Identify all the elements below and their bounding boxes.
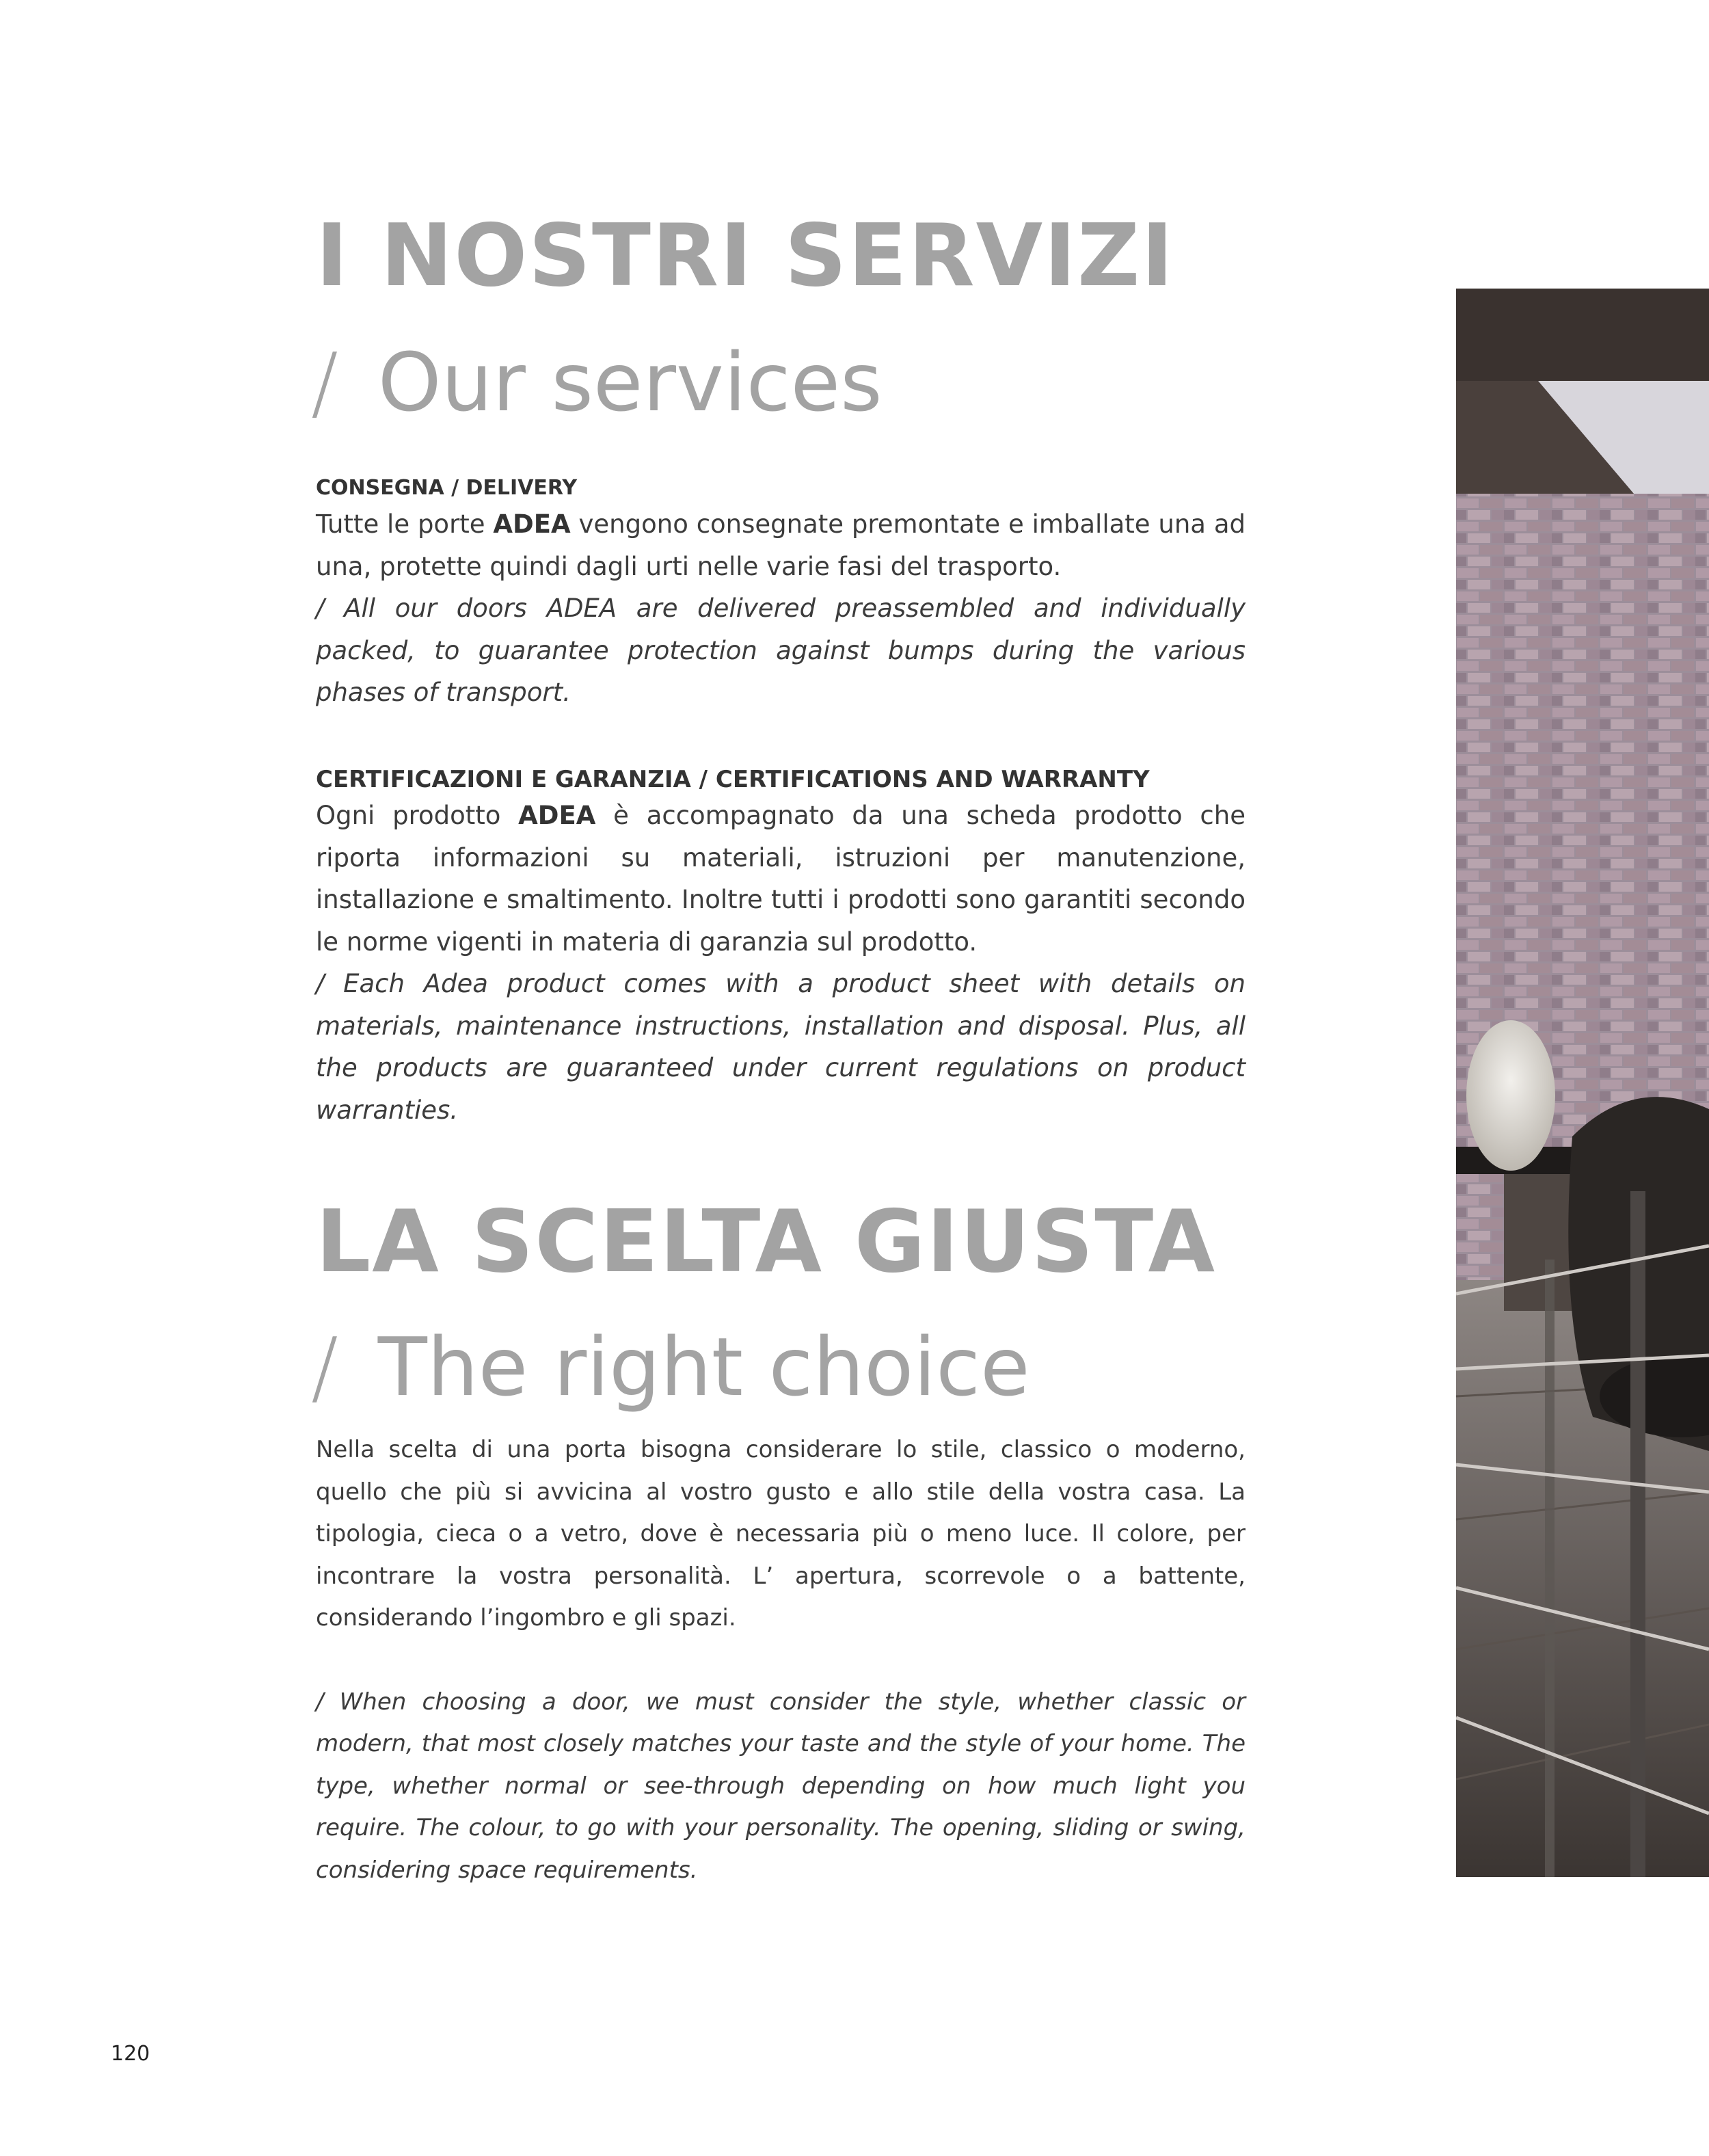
- subtitle-slash: /: [311, 335, 338, 429]
- section-title-right-choice: LA SCELTA GIUSTA: [316, 1191, 1216, 1292]
- delivery-text-en: / All our doors ADEA are delivered preassembled and individually packed, to guarantee protection against bumps during the various phases of transport.: [316, 594, 1246, 707]
- subtitle-text: Our services: [377, 335, 883, 429]
- brand-name: ADEA: [518, 801, 596, 830]
- delivery-text-it: Tutte le porte ADEA vengono consegnate premontate e imballate una ad una, protette quindi dagli urti nelle varie fasi del trasporto.: [316, 509, 1246, 581]
- delivery-block: [316, 475, 1246, 714]
- certifications-block: [316, 764, 1246, 1131]
- right-choice-text-en: / When choosing a door, we must consider the style, whether classic or modern, that most closely matches your taste and the style of your home. The type, whether normal or see-through depending on how much light you require. The colour, to go with your personality. The opening, sliding or swing, considering space requirements.: [316, 1688, 1246, 1884]
- subtitle-slash: /: [311, 1320, 338, 1414]
- section-subtitle-right-choice: [311, 1320, 1030, 1414]
- certifications-label: CERTIFICAZIONI E GARANZIA / CERTIFICATIONS AND WARRANTY: [316, 766, 1150, 793]
- subtitle-text: The right choice: [377, 1320, 1030, 1414]
- section-title-services: I NOSTRI SERVIZI: [316, 205, 1175, 306]
- section-subtitle-services: [311, 335, 883, 429]
- right-choice-text-it: Nella scelta di una porta bisogna considerare lo stile, classico o moderno, quello che più si avvicina al vostro gusto e allo stile della vostra casa. La tipologia, cieca o a vetro, dove è necessaria più o meno luce. Il colore, per incontrare la vostra personalità. L’ apertura, scorrevole o a battente, considerando l’ingombro e gli spazi.: [316, 1436, 1246, 1632]
- brand-name: ADEA: [493, 509, 571, 539]
- right-choice-block: [316, 1429, 1246, 1891]
- certifications-text-en: / Each Adea product comes with a product sheet with details on materials, maintenance instructions, installation and disposal. Plus, all the products are guaranteed under current regulations on product warranties.: [316, 969, 1246, 1125]
- certifications-text-it: Ogni prodotto ADEA è accompagnato da una scheda prodotto che riporta informazioni su materiali, istruzioni per manutenzione, installazione e smaltimento. Inoltre tutti i prodotti sono garantiti secondo le norme vigenti in materia di garanzia sul prodotto.: [316, 801, 1246, 957]
- page-number: 120: [111, 2042, 150, 2066]
- interior-photo: [1456, 289, 1709, 1877]
- delivery-label: CONSEGNA / DELIVERY: [316, 476, 578, 500]
